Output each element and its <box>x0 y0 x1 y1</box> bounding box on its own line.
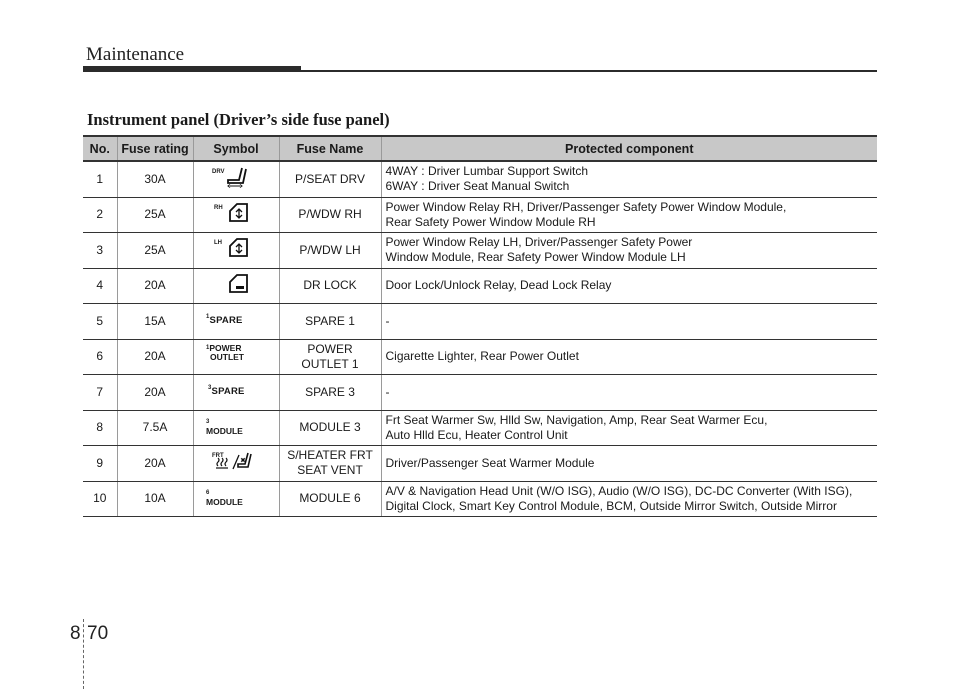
cell-no: 5 <box>83 304 117 340</box>
cell-rating: 7.5A <box>117 410 193 446</box>
cell-symbol <box>193 410 279 446</box>
col-header-no: No. <box>83 136 117 161</box>
symbol-superscript: 1 <box>206 344 210 351</box>
cell-symbol <box>193 197 279 233</box>
cell-protected <box>381 339 877 375</box>
power-window-icon <box>206 201 266 225</box>
symbol-tag: RH <box>214 204 223 211</box>
cell-fuse-name: P/SEAT DRV <box>279 161 381 197</box>
seat-heater-vent-icon <box>206 449 266 473</box>
cell-no: 6 <box>83 339 117 375</box>
cell-rating: 25A <box>117 197 193 233</box>
cell-protected <box>381 481 877 517</box>
page-number: 70 <box>87 623 109 644</box>
cell-fuse-name: SPARE 3 <box>279 375 381 411</box>
table-header-row <box>83 136 877 161</box>
cell-rating: 25A <box>117 233 193 269</box>
cell-no: 4 <box>83 268 117 304</box>
symbol-tag: LH <box>214 240 222 247</box>
table-row <box>83 375 877 411</box>
cell-fuse-name <box>279 446 381 482</box>
col-header-protected: Protected component <box>381 136 877 161</box>
cell-rating: 20A <box>117 339 193 375</box>
symbol-line: OUTLET <box>210 351 244 362</box>
cell-rating: 30A <box>117 161 193 197</box>
cell-no: 8 <box>83 410 117 446</box>
symbol-text: SPARE <box>211 386 245 398</box>
protected-line: Cigarette Lighter, Rear Power Outlet <box>385 349 579 364</box>
cell-rating: 15A <box>117 304 193 340</box>
table-row <box>83 233 877 269</box>
cell-protected <box>381 375 877 411</box>
cell-protected <box>381 446 877 482</box>
fuse-table <box>83 135 877 517</box>
fuse-name-line: OUTLET 1 <box>301 356 359 371</box>
table-row <box>83 304 877 340</box>
symbol-text: MODULE <box>206 425 243 436</box>
power-window-icon <box>206 236 266 260</box>
table-row <box>83 339 877 375</box>
symbol-tag: DRV <box>212 169 225 176</box>
symbol-text: MODULE <box>206 496 243 507</box>
table-row <box>83 481 877 517</box>
protected-line: Window Module, Rear Safety Power Window Module LH <box>385 250 686 265</box>
cell-fuse-name: P/WDW LH <box>279 233 381 269</box>
cell-protected <box>381 410 877 446</box>
cell-no: 7 <box>83 375 117 411</box>
protected-line: Door Lock/Unlock Relay, Dead Lock Relay <box>385 278 612 293</box>
cell-fuse-name <box>279 339 381 375</box>
col-header-rating: Fuse rating <box>117 136 193 161</box>
cell-fuse-name: MODULE 3 <box>279 410 381 446</box>
footer-divider <box>83 619 85 689</box>
spare-symbol <box>206 378 266 402</box>
power-outlet-symbol <box>206 343 266 367</box>
spare-symbol <box>206 307 266 331</box>
cell-protected <box>381 161 877 197</box>
cell-protected <box>381 268 877 304</box>
cell-protected <box>381 304 877 340</box>
cell-rating: 20A <box>117 446 193 482</box>
protected-line: Digital Clock, Smart Key Control Module, BCM, Outside Mirror Switch, Outside Mirror <box>385 498 837 513</box>
symbol-tag: FRT <box>212 453 224 460</box>
header-rule <box>301 70 877 72</box>
cell-rating: 10A <box>117 481 193 517</box>
cell-fuse-name: P/WDW RH <box>279 197 381 233</box>
protected-line: Auto Hlld Ecu, Heater Control Unit <box>385 427 568 442</box>
symbol-text: SPARE <box>209 315 243 327</box>
protected-line: 6WAY : Driver Seat Manual Switch <box>385 179 570 194</box>
protected-line: Power Window Relay RH, Driver/Passenger Safety Power Window Module, <box>385 199 787 214</box>
fuse-name-line: S/HEATER FRT <box>287 448 373 463</box>
protected-line: Driver/Passenger Seat Warmer Module <box>385 455 595 470</box>
cell-no: 3 <box>83 233 117 269</box>
cell-fuse-name: DR LOCK <box>279 268 381 304</box>
cell-symbol <box>193 161 279 197</box>
col-header-fuse-name: Fuse Name <box>279 136 381 161</box>
cell-fuse-name: SPARE 1 <box>279 304 381 340</box>
symbol-superscript: 1 <box>206 314 210 321</box>
cell-symbol <box>193 233 279 269</box>
cell-rating: 20A <box>117 375 193 411</box>
cell-symbol <box>193 481 279 517</box>
protected-line: Power Window Relay LH, Driver/Passenger Safety Power <box>385 235 693 250</box>
table-row <box>83 161 877 197</box>
symbol-superscript: 3 <box>208 385 212 392</box>
protected-line: - <box>385 384 390 399</box>
module-symbol <box>206 485 266 509</box>
seat-lumbar-icon <box>206 165 266 189</box>
table-row <box>83 197 877 233</box>
symbol-line: POWER <box>209 342 242 353</box>
table-row <box>83 268 877 304</box>
cell-protected <box>381 197 877 233</box>
symbol-superscript: 6 <box>206 489 210 496</box>
cell-symbol <box>193 268 279 304</box>
cell-rating: 20A <box>117 268 193 304</box>
cell-symbol <box>193 304 279 340</box>
module-symbol <box>206 414 266 438</box>
cell-protected <box>381 233 877 269</box>
cell-no: 9 <box>83 446 117 482</box>
header-bar <box>83 66 301 72</box>
col-header-symbol: Symbol <box>193 136 279 161</box>
panel-title: Instrument panel (Driver’s side fuse panel) <box>87 110 390 129</box>
door-lock-icon <box>206 272 266 296</box>
section-title: Maintenance <box>86 44 185 65</box>
symbol-superscript: 3 <box>206 418 210 425</box>
cell-symbol <box>193 375 279 411</box>
cell-no: 2 <box>83 197 117 233</box>
fuse-name-line: POWER <box>307 341 353 356</box>
protected-line: A/V & Navigation Head Unit (W/O ISG), Audio (W/O ISG), DC-DC Converter (With ISG), <box>385 483 853 498</box>
protected-line: Rear Safety Power Window Module RH <box>385 214 596 229</box>
fuse-name-line: SEAT VENT <box>297 463 363 478</box>
cell-no: 10 <box>83 481 117 517</box>
table-row <box>83 410 877 446</box>
protected-line: - <box>385 313 390 328</box>
protected-line: 4WAY : Driver Lumbar Support Switch <box>385 164 589 179</box>
cell-symbol <box>193 446 279 482</box>
cell-symbol <box>193 339 279 375</box>
chapter-number: 8 <box>70 623 81 644</box>
cell-no: 1 <box>83 161 117 197</box>
cell-fuse-name: MODULE 6 <box>279 481 381 517</box>
table-row <box>83 446 877 482</box>
protected-line: Frt Seat Warmer Sw, Hlld Sw, Navigation, Amp, Rear Seat Warmer Ecu, <box>385 412 768 427</box>
